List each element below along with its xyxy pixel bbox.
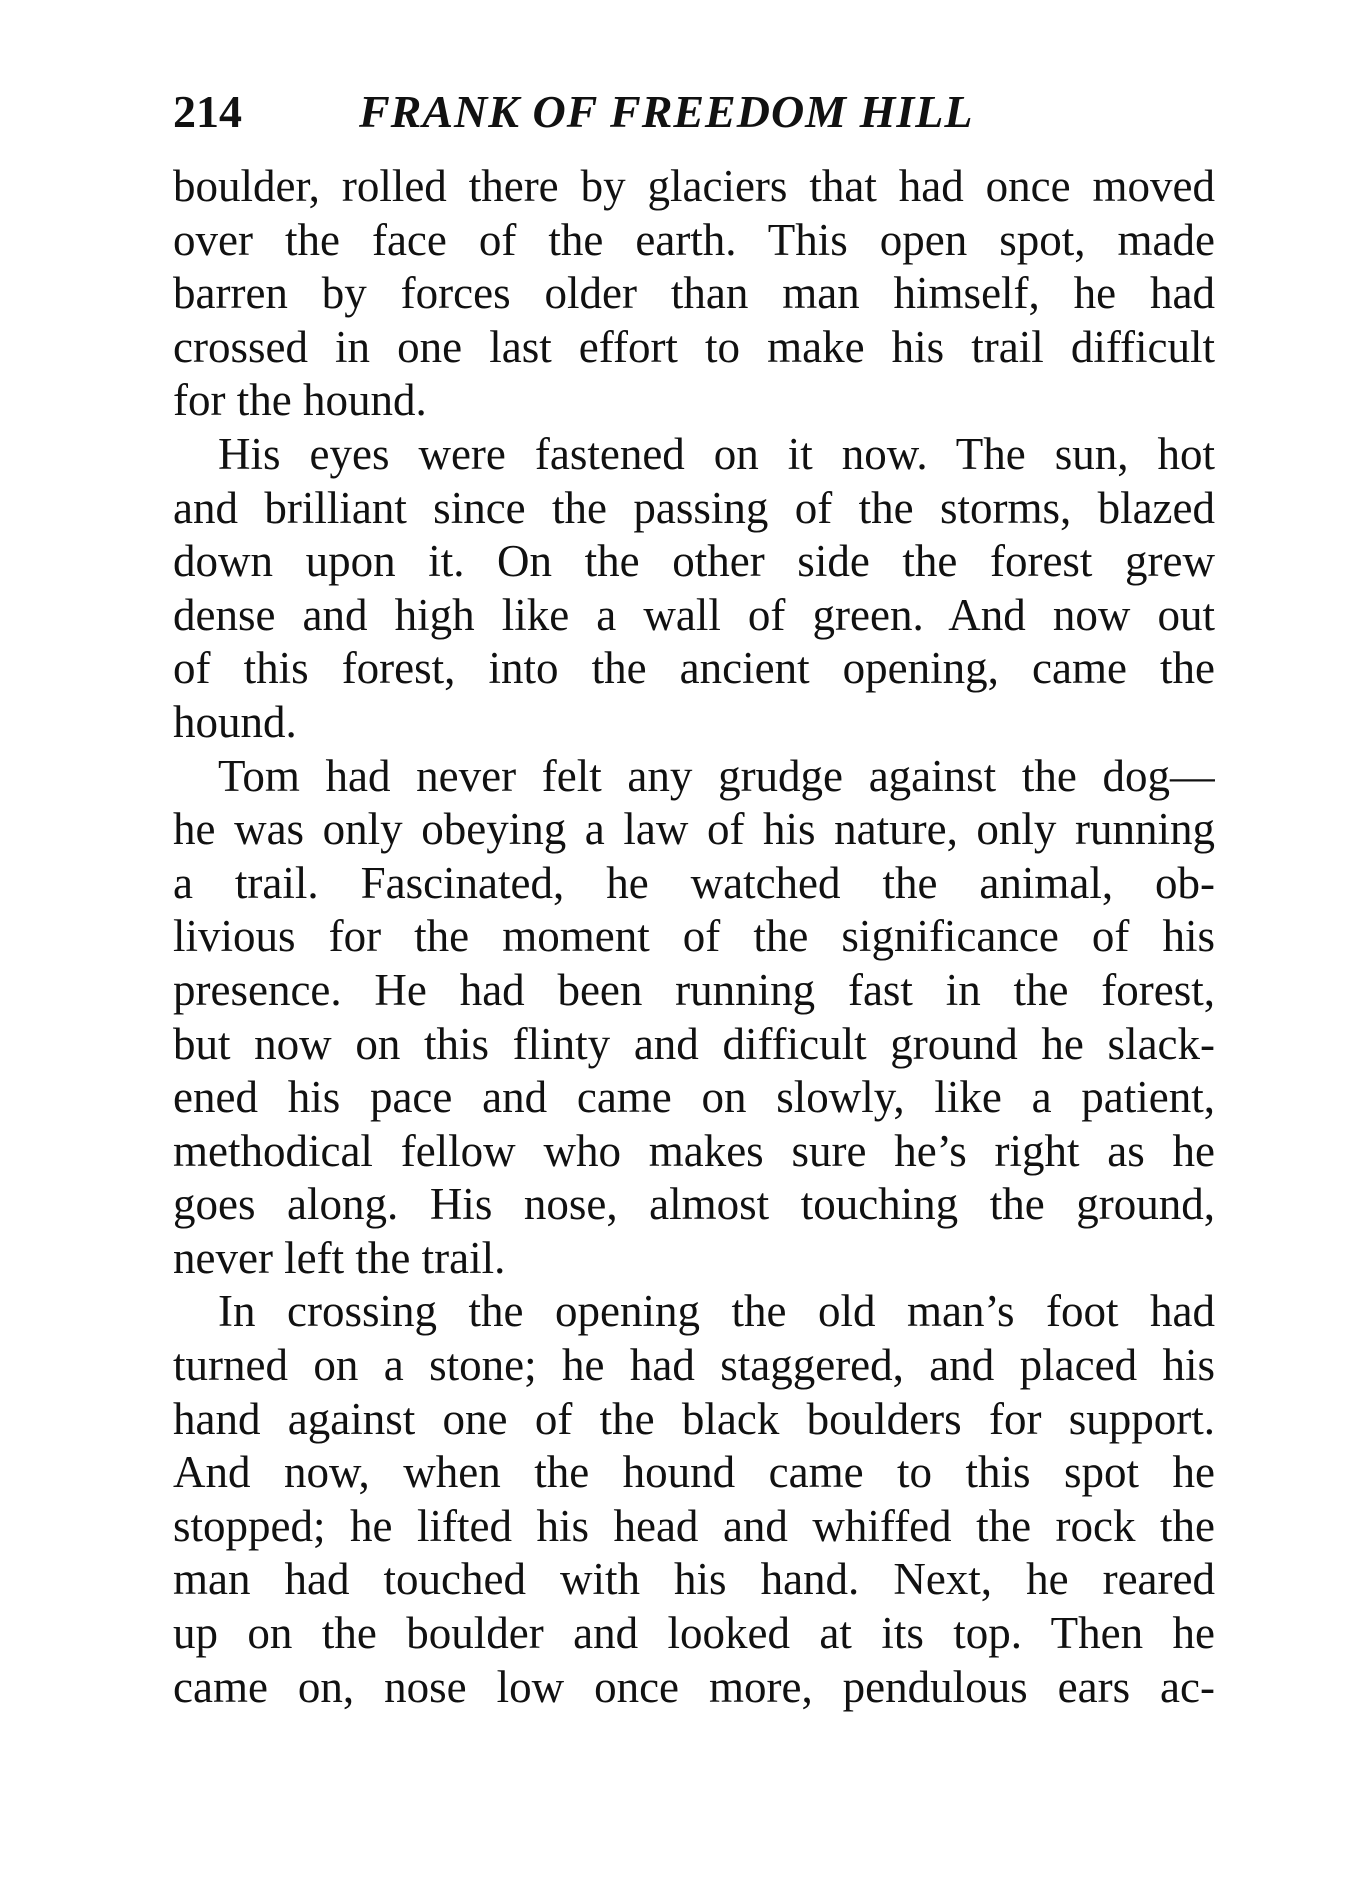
text-line: barren by forces older than man himself, he had [173,268,1215,319]
text-line: came on, nose low once more, pendulous ears ac- [173,1661,1215,1712]
page-header [173,82,1213,142]
paragraph-3 [173,750,1215,1286]
text-line: turned on a stone; he had staggered, and placed his [173,1340,1215,1391]
body-text [173,160,1215,1714]
text-line: up on the boulder and looked at its top. Then he [173,1608,1215,1659]
paragraph-2 [173,428,1215,750]
text-line: presence. He had been running fast in the forest, [173,964,1215,1015]
text-line: and brilliant since the passing of the storms, blazed [173,482,1215,533]
text-line: down upon it. On the other side the forest grew [173,536,1215,587]
text-line: a trail. Fascinated, he watched the animal, ob- [173,857,1215,908]
text-line: boulder, rolled there by glaciers that had once moved [173,161,1215,211]
running-title: FRANK OF FREEDOM HILL [359,86,974,137]
text-line: hand against one of the black boulders for support. [173,1393,1215,1444]
paragraph-4 [173,1285,1215,1714]
text-line: crossed in one last effort to make his trail difficult [173,321,1215,372]
text-line: His eyes were fastened on it now. The sun, hot [218,428,1215,479]
text-line: goes along. His nose, almost touching the ground, [173,1179,1215,1230]
text-line: In crossing the opening the old man’s foot had [218,1286,1215,1337]
text-line: ened his pace and came on slowly, like a patient, [173,1072,1215,1123]
text-line: livious for the moment of the significance of his [173,911,1215,962]
text-line: Tom had never felt any grudge against the dog— [218,750,1215,801]
text-line: methodical fellow who makes sure he’s right as he [173,1125,1215,1176]
paragraph-1 [173,160,1215,428]
text-line: And now, when the hound came to this spot he [173,1447,1215,1498]
text-line: he was only obeying a law of his nature, only running [173,804,1215,855]
text-line: over the face of the earth. This open spot, made [173,214,1215,265]
text-line: but now on this flinty and difficult ground he slack- [173,1018,1215,1069]
text-line: man had touched with his hand. Next, he reared [173,1554,1215,1605]
text-line: hound. [173,696,297,747]
text-line: dense and high like a wall of green. And now out [173,589,1215,640]
page-number: 214 [173,86,242,137]
text-line: for the hound. [173,375,427,426]
text-line: of this forest, into the ancient opening, came the [173,643,1215,694]
text-line: stopped; he lifted his head and whiffed the rock the [173,1500,1215,1551]
text-line: never left the trail. [173,1232,506,1283]
